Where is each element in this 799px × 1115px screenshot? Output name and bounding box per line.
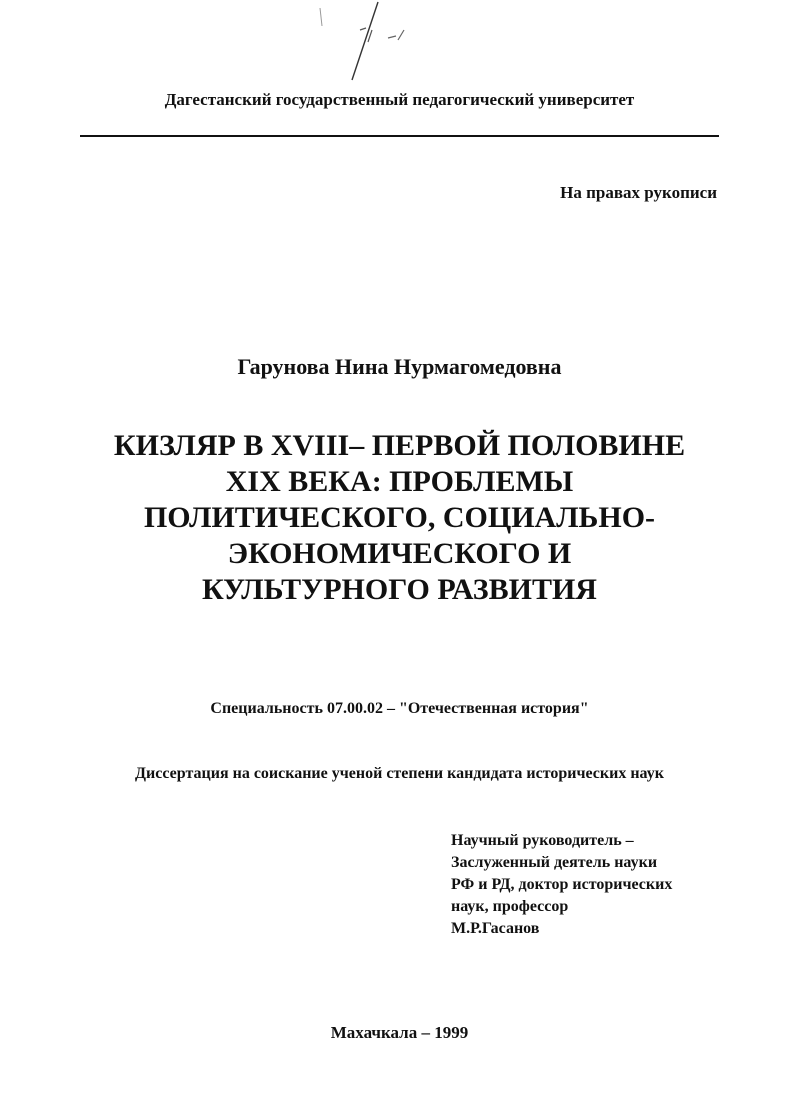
title-line: ПОЛИТИЧЕСКОГО, СОЦИАЛЬНО- bbox=[143, 501, 656, 534]
specialty-line: Специальность 07.00.02 – "Отечественная история" bbox=[210, 700, 589, 717]
title-line: ЭКОНОМИЧЕСКОГО И bbox=[227, 537, 572, 570]
manuscript-rights: На правах рукописи bbox=[560, 183, 717, 202]
advisor-line: М.Р.Гасанов bbox=[451, 920, 540, 937]
title-line: КИЗЛЯР В XVIII– ПЕРВОЙ ПОЛОВИНЕ bbox=[113, 429, 686, 462]
dissertation-degree: Диссертация на соискание ученой степени кандидата исторических наук bbox=[135, 765, 664, 782]
title-line: XIX ВЕКА: ПРОБЛЕМЫ bbox=[225, 465, 574, 498]
dissertation-title bbox=[60, 428, 739, 608]
city-year: Махачкала – 1999 bbox=[330, 1023, 469, 1042]
header-divider bbox=[80, 135, 719, 137]
advisor-line: РФ и РД, доктор исторических bbox=[451, 876, 673, 893]
author-name: Гарунова Нина Нурмагомедовна bbox=[237, 354, 562, 379]
advisor-line: наук, профессор bbox=[451, 898, 569, 915]
scientific-advisor bbox=[451, 830, 672, 940]
title-line: КУЛЬТУРНОГО РАЗВИТИЯ bbox=[202, 573, 597, 606]
advisor-line: Научный руководитель – bbox=[451, 832, 634, 849]
advisor-line: Заслуженный деятель науки bbox=[451, 854, 658, 871]
university-name: Дагестанский государственный педагогический университет bbox=[164, 90, 635, 109]
handwritten-scribble bbox=[300, 0, 430, 90]
